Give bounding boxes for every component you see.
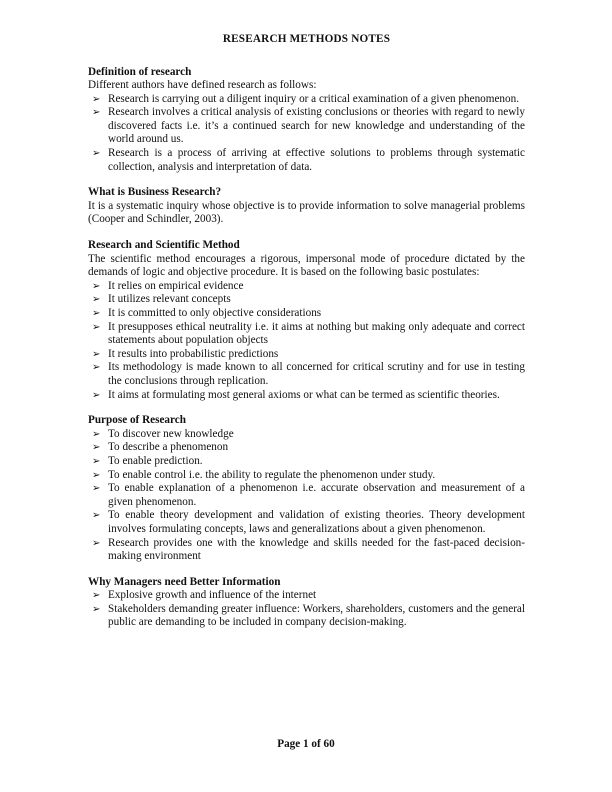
arrow-bullet-icon: ➢	[92, 442, 101, 454]
list-item-text: It is committed to only objective considerations	[108, 307, 322, 319]
arrow-bullet-icon: ➢	[92, 148, 101, 160]
arrow-bullet-icon: ➢	[92, 389, 101, 401]
list-item-text: Explosive growth and influence of the internet	[108, 589, 317, 602]
list-item-text: To enable prediction.	[108, 454, 203, 467]
list-item	[88, 509, 525, 536]
section-paragraph: It is a systematic inquiry whose objective is to provide information to solve managerial problems (Cooper and Schindler, 2003).	[88, 199, 525, 226]
arrow-bullet-icon: ➢	[92, 280, 101, 292]
document-section	[88, 186, 525, 227]
list-item-text: Its methodology is made known to all concerned for critical scrutiny and for use in testing the conclusions through replication.	[108, 361, 525, 387]
arrow-bullet-icon: ➢	[92, 308, 101, 319]
list-item	[88, 389, 525, 403]
bullet-list	[88, 93, 525, 175]
arrow-bullet-icon: ➢	[92, 603, 101, 615]
list-item-text: It aims at formulating most general axioms or what can be termed as scientific theories.	[108, 388, 500, 401]
list-item-text: It presupposes ethical neutrality i.e. it aims at nothing but making only adequate and correct statements about population objects	[108, 320, 525, 347]
list-item-text: Research is a process of arriving at effective solutions to problems through systematic collection, analysis and interpretation of data.	[108, 147, 525, 173]
bullet-list	[88, 280, 525, 402]
list-item	[88, 482, 525, 509]
section-heading: Research and Scientific Method	[88, 239, 240, 252]
list-item-text: To describe a phenomenon	[108, 441, 229, 454]
list-item	[88, 293, 525, 307]
arrow-bullet-icon: ➢	[92, 348, 101, 360]
section-heading: Why Managers need Better Information	[88, 575, 281, 588]
document-section	[88, 66, 525, 175]
list-item	[88, 441, 525, 455]
section-heading: Purpose of Research	[88, 414, 186, 427]
arrow-bullet-icon: ➢	[92, 362, 101, 374]
list-item-text: To enable theory development and validation of existing theories. Theory development involves formulating concepts, laws and generalizations about a given phenomenon.	[108, 509, 525, 535]
list-item	[88, 469, 525, 483]
list-item	[88, 603, 525, 630]
arrow-bullet-icon: ➢	[92, 294, 101, 306]
arrow-bullet-icon: ➢	[92, 455, 101, 467]
list-item	[88, 348, 525, 362]
document-section	[88, 576, 525, 630]
arrow-bullet-icon: ➢	[92, 537, 101, 549]
list-item-text: To enable control i.e. the ability to regulate the phenomenon under study.	[108, 468, 436, 481]
section-heading: Definition of research	[88, 65, 192, 78]
arrow-bullet-icon: ➢	[92, 483, 101, 495]
list-item-text: To enable explanation of a phenomenon i.e. accurate observation and measurement of a given phenomenon.	[108, 482, 525, 508]
list-item	[88, 455, 525, 469]
arrow-bullet-icon: ➢	[92, 510, 101, 522]
arrow-bullet-icon: ➢	[92, 590, 101, 602]
document-section	[88, 239, 525, 402]
list-item	[88, 280, 525, 294]
list-item	[88, 321, 525, 348]
list-item	[88, 147, 525, 174]
list-item-text: Research provides one with the knowledge and skills needed for the fast-paced decision-making environment	[108, 536, 525, 563]
list-item-text: Research involves a critical analysis of existing conclusions or theories with regard to newly discovered facts i.e. it’s a continued search for new knowledge and understanding of the world around us.	[108, 106, 525, 146]
arrow-bullet-icon: ➢	[92, 107, 101, 119]
list-item-text: It relies on empirical evidence	[108, 279, 244, 292]
arrow-bullet-icon: ➢	[92, 93, 101, 105]
list-item	[88, 106, 525, 147]
document-section	[88, 414, 525, 564]
section-paragraph: The scientific method encourages a rigorous, impersonal mode of procedure dictated by the demands of logic and objective procedure. It is based on the following basic postulates:	[88, 252, 525, 279]
list-item	[88, 93, 525, 107]
list-item-text: It results into probabilistic predictions	[108, 347, 279, 360]
list-item-text: It utilizes relevant concepts	[108, 293, 231, 306]
arrow-bullet-icon: ➢	[92, 428, 101, 440]
list-item	[88, 589, 525, 603]
list-item-text: Stakeholders demanding greater influence: Workers, shareholders, customers and the general public are demanding to be included in company decision-making.	[108, 602, 525, 629]
bullet-list	[88, 428, 525, 564]
page-title: RESEARCH METHODS NOTES	[222, 33, 391, 45]
list-item	[88, 428, 525, 442]
document-body	[88, 33, 525, 630]
list-item-text: To discover new knowledge	[108, 427, 234, 440]
list-item	[88, 361, 525, 388]
page-footer: Page 1 of 60	[277, 738, 335, 750]
section-paragraph: Different authors have defined research as follows:	[88, 79, 317, 92]
list-item	[88, 307, 525, 321]
arrow-bullet-icon: ➢	[92, 469, 101, 481]
arrow-bullet-icon: ➢	[92, 321, 101, 333]
sections-container	[88, 66, 525, 631]
list-item-text: Research is carrying out a diligent inquiry or a critical examination of a given phenomenon.	[108, 92, 520, 105]
list-item	[88, 537, 525, 564]
bullet-list	[88, 589, 525, 630]
section-heading: What is Business Research?	[88, 186, 222, 199]
